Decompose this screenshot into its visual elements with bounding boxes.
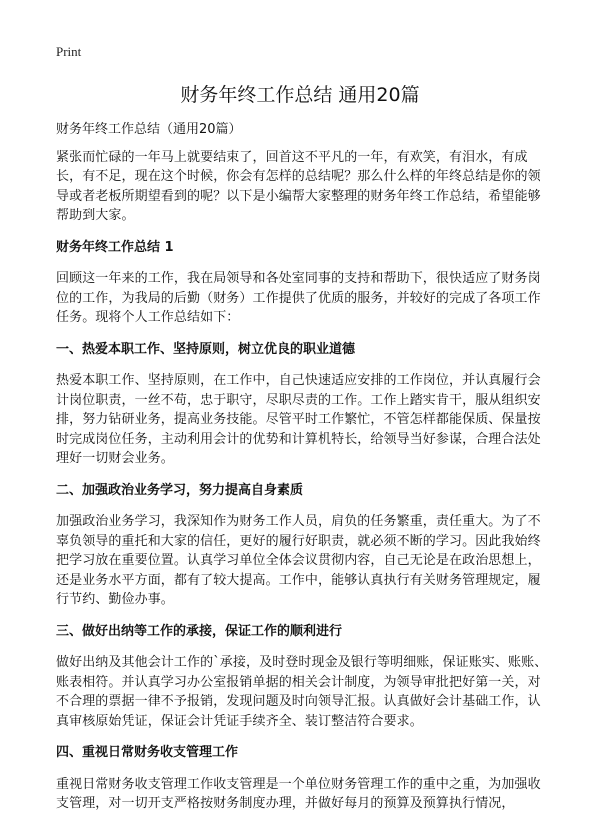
document-title: 财务年终工作总结 通用20篇 [180,84,420,106]
paragraph-3: 做好出纳及其他会计工作的`承接，及时登时现金及银行等明细账，保证账实、账账、账表相符。并认真学习办公室报销单据的相关会计制度，为领导审批把好第一关，对不合理的票据一律不予报销，发现问题及时向领导汇报。认真做好会计基础工作，认真审核原始凭证，保证会计凭证手续齐全、装订整洁符合要求。 [56,655,548,729]
paragraph-1: 热爱本职工作、坚持原则，在工作中，自己快速适应安排的工作岗位，并认真履行会计岗位职责，一丝不苟，忠于职守，尽职尽责的工作。工作上踏实肯干，服从组织安排，努力钻研业务，提高业务技能。尽管平时工作繁忙，不管怎样都能保质、保量按时完成岗位任务，主动利用会计的优势和计算机特长，给领导当好参谋，合理合法处理好一切财会业务。 [56,373,541,466]
section-intro-paragraph: 回顾这一年来的工作，我在局领导和各处室同事的支持和帮助下，很快适应了财务岗位的工作，为我局的后勤（财务）工作提供了优质的服务，并较好的完成了各项工作任务。现将个人工作总结如下： [56,271,541,325]
document-body [56,120,548,826]
heading-1: 一、热爱本职工作、坚持原则，树立优良的职业道德 [56,341,356,357]
paragraph-2: 加强政治业务学习，我深知作为财务工作人员，肩负的任务繁重，责任重大。为了不辜负领导的重托和大家的信任，更好的履行好职责，就必须不断的学习。因此我始终把学习放在重要位置。认真学习单位全体会议贯彻内容，自己无论是在政治思想上，还是业务水平方面，都有了较大提高。工作中，能够认真执行有关财务管理规定，履行节约、勤俭办事。 [56,514,541,607]
heading-3: 三、做好出纳等工作的承接，保证工作的顺利进行 [56,623,343,639]
section-title: 财务年终工作总结 1 [56,239,174,255]
print-label[interactable]: Print [56,44,82,59]
intro-paragraph: 紧张而忙碌的一年马上就要结束了，回首这不平凡的一年，有欢笑，有泪水，有成长，有不足，现在这个时候，你会有怎样的总结呢？那么什么样的年终总结是你的领导或者老板所期望看到的呢？以下是小编帮大家整理的财务年终工作总结，希望能够帮助到大家。 [56,149,541,223]
heading-4: 四、重视日常财务收支管理工作 [56,745,239,760]
heading-2: 二、加强政治业务学习，努力提高自身素质 [56,482,304,498]
paragraph-4: 重视日常财务收支管理工作收支管理是一个单位财务管理工作的重中之重，为加强收支管理，对一切开支严格按财务制度办理，并做好每月的预算及预算执行情况， [56,776,541,811]
document-subtitle: 财务年终工作总结（通用20篇） [56,122,242,137]
